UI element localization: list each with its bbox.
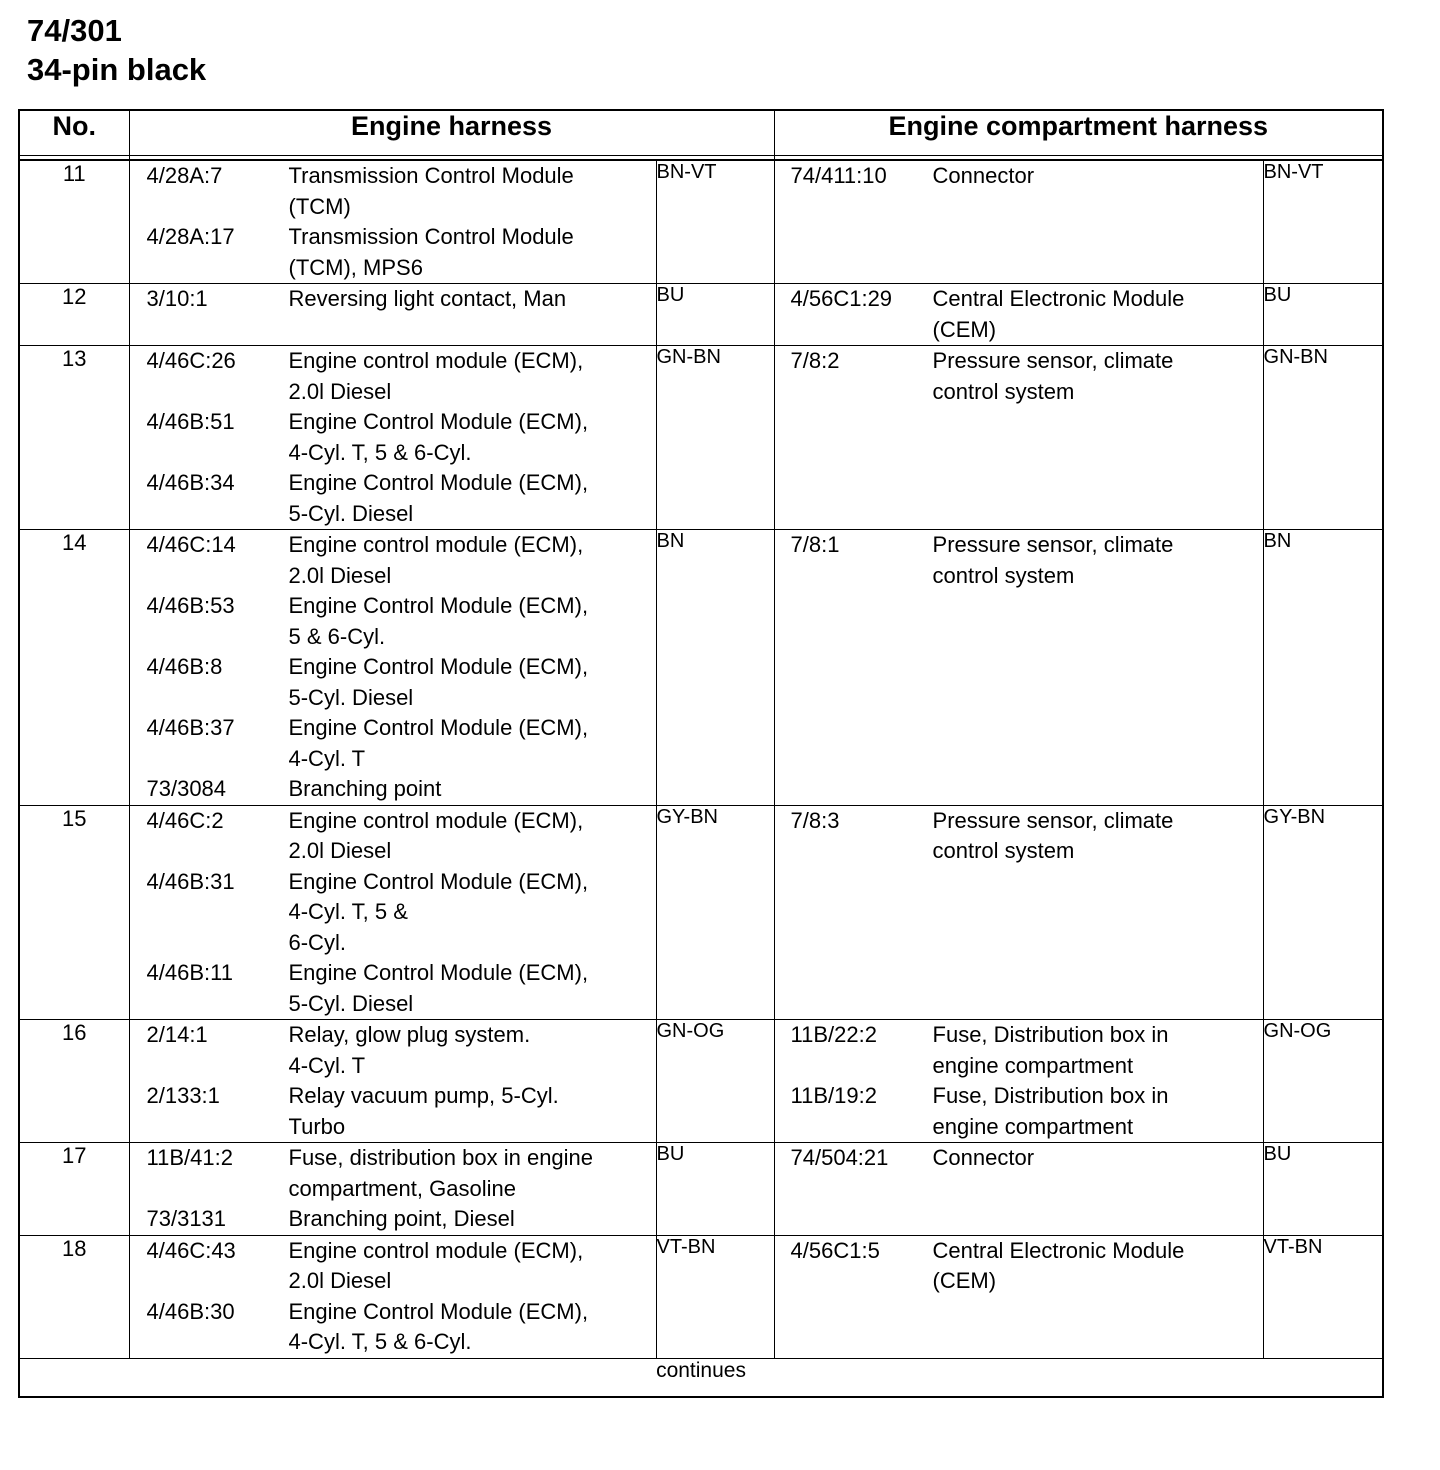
description-line: 5-Cyl. Diesel [288,990,414,1016]
harness-entry [130,346,656,407]
description-line: 2.0l Diesel [288,378,392,404]
description-line: Fuse, distribution box in engine [288,1145,594,1170]
component-description [289,652,656,713]
pin-number: 18 [19,1235,129,1358]
table-row [19,805,1383,1020]
harness-entry [130,713,656,774]
pin-number: 15 [19,805,129,1020]
engine-harness-cell [129,1235,656,1358]
terminal-code: 4/46B:34 [146,470,235,495]
harness-entry [130,222,656,283]
description-line: Connector [932,1145,1035,1170]
terminal-code: 4/46B:30 [146,1298,235,1324]
component-description [933,161,1263,192]
description-line: 6-Cyl. [288,929,346,955]
description-line: Pressure sensor, climate [932,807,1174,833]
description-line: Relay vacuum pump, 5-Cyl. [288,1083,559,1108]
terminal-code: 3/10:1 [146,286,208,311]
terminal-code: 11B/19:2 [790,1083,877,1108]
terminal-code: 4/46C:26 [146,348,236,373]
description-line: 4-Cyl. T, 5 & 6-Cyl. [288,1329,472,1354]
terminal-code: 2/14:1 [146,1022,208,1047]
harness-entry [130,1081,656,1142]
component-description [289,958,656,1019]
component-description [933,346,1263,407]
component-description [933,806,1263,867]
engine-wire-color: BN [656,530,774,806]
terminal-code: 4/46B:37 [146,715,235,740]
engine-harness-cell [129,160,656,284]
engine-harness-cell [129,346,656,530]
terminal-code: 74/411:10 [790,163,887,188]
harness-entry [130,591,656,652]
description-line: 5-Cyl. Diesel [288,500,414,526]
component-description [289,530,656,591]
description-line: (CEM) [932,1268,997,1293]
compartment-harness-cell [774,530,1263,806]
terminal-code: 4/56C1:29 [790,286,893,311]
pin-number: 17 [19,1143,129,1236]
description-line: Branching point, Diesel [288,1206,515,1231]
component-description [289,222,656,283]
table-row [19,1235,1383,1358]
terminal-code: 4/56C1:5 [790,1237,880,1263]
description-line: 4-Cyl. T, 5 & [288,899,408,924]
component-description [289,591,656,652]
pin-number: 13 [19,346,129,530]
description-line: Transmission Control Module [288,163,574,188]
component-description [289,161,656,222]
component-description [289,1297,656,1358]
harness-entry [775,1020,1263,1081]
component-description [289,867,656,959]
description-line: control system [932,378,1075,404]
header-engine-compartment-harness: Engine compartment harness [774,110,1383,156]
harness-entry [130,407,656,468]
description-line: Connector [932,163,1035,188]
terminal-code: 2/133:1 [146,1083,220,1108]
component-description [933,284,1263,345]
continues-label: continues [19,1358,1383,1397]
description-line: 2.0l Diesel [288,838,392,863]
harness-entry [775,530,1263,591]
description-line: 4-Cyl. T [288,1052,366,1078]
description-line: Engine Control Module (ECM), [288,715,589,740]
description-line: Engine Control Module (ECM), [288,470,589,495]
description-line: Transmission Control Module [288,224,574,249]
engine-harness-cell [129,530,656,806]
component-description [289,1020,656,1081]
compartment-harness-cell [774,1235,1263,1358]
connector-description: 34-pin black [27,52,207,87]
description-line: Relay, glow plug system. [288,1022,531,1047]
engine-wire-color: GN-BN [656,346,774,530]
engine-wire-color: GY-BN [656,805,774,1020]
description-line: 2.0l Diesel [288,562,392,588]
description-line: Reversing light contact, Man [288,286,567,311]
harness-entry [130,1297,656,1358]
description-line: Engine control module (ECM), [288,532,584,557]
harness-entry [130,958,656,1019]
component-description [289,407,656,468]
description-line: 4-Cyl. T, 5 & 6-Cyl. [288,439,472,465]
component-description [289,713,656,774]
harness-entry [130,1143,656,1204]
table-row [19,346,1383,530]
terminal-code: 4/46C:2 [146,807,224,833]
compartment-wire-color: GN-OG [1263,1020,1383,1143]
pinout-table [18,109,1384,1398]
compartment-harness-cell [774,284,1263,346]
compartment-wire-color: VT-BN [1263,1235,1383,1358]
description-line: Engine Control Module (ECM), [288,593,589,618]
engine-wire-color: BN-VT [656,160,774,284]
harness-entry [775,161,1263,192]
harness-entry [775,284,1263,345]
engine-wire-color: GN-OG [656,1020,774,1143]
description-line: Turbo [288,1113,346,1139]
harness-entry [130,652,656,713]
compartment-wire-color: BU [1263,1143,1383,1236]
table-row [19,1020,1383,1143]
compartment-wire-color: BU [1263,284,1383,346]
description-line: Engine Control Module (ECM), [288,1298,589,1324]
pin-number: 12 [19,284,129,346]
header-engine-harness: Engine harness [129,110,774,156]
terminal-code: 4/46C:14 [146,532,236,557]
component-description [933,530,1263,591]
terminal-code: 4/28A:17 [146,224,235,249]
description-line: control system [932,838,1075,863]
harness-entry [775,1236,1263,1297]
compartment-harness-cell [774,1143,1263,1236]
description-line: Engine Control Module (ECM), [288,960,589,985]
engine-harness-cell [129,284,656,346]
engine-wire-color: BU [656,284,774,346]
component-description [933,1236,1263,1297]
connector-id: 74/301 [27,13,122,48]
description-line: Engine Control Module (ECM), [288,868,589,894]
harness-entry [775,346,1263,407]
component-description [289,1204,656,1235]
engine-harness-cell [129,1020,656,1143]
compartment-harness-cell [774,346,1263,530]
table-row [19,160,1383,284]
component-description [933,1143,1263,1174]
terminal-code: 73/3131 [146,1206,227,1231]
compartment-harness-cell [774,160,1263,284]
description-line: Central Electronic Module [932,1237,1185,1263]
description-line: Branching point [288,776,442,801]
description-line: Engine control module (ECM), [288,348,584,373]
component-description [933,1020,1263,1081]
compartment-harness-cell [774,1020,1263,1143]
harness-entry [130,1236,656,1297]
terminal-code: 74/504:21 [790,1145,889,1170]
terminal-code: 4/46B:11 [146,960,233,985]
harness-entry [130,1204,656,1235]
harness-entry [130,161,656,222]
description-line: engine compartment [932,1113,1134,1139]
terminal-code: 4/46B:8 [146,654,223,679]
description-line: engine compartment [932,1052,1134,1078]
description-line: Engine Control Module (ECM), [288,409,589,434]
terminal-code: 4/46B:53 [146,593,235,618]
component-description [289,806,656,867]
engine-wire-color: VT-BN [656,1235,774,1358]
description-line: Engine control module (ECM), [288,1237,584,1263]
terminal-code: 4/46B:51 [146,409,235,434]
description-line: 4-Cyl. T [288,745,366,771]
description-line: 5-Cyl. Diesel [288,684,414,710]
description-line: 2.0l Diesel [288,1268,392,1293]
terminal-code: 7/8:1 [790,532,840,557]
description-line: compartment, Gasoline [288,1175,516,1201]
description-line: Pressure sensor, climate [932,348,1174,373]
component-description [289,774,656,805]
component-description [289,1236,656,1297]
harness-entry [130,284,656,315]
description-line: Central Electronic Module [932,286,1185,311]
terminal-code: 11B/41:2 [146,1145,233,1170]
description-line: Engine Control Module (ECM), [288,654,589,679]
description-line: Fuse, Distribution box in [932,1022,1169,1047]
harness-entry [130,867,656,959]
header-no: No. [19,110,129,156]
component-description [289,346,656,407]
compartment-wire-color: GN-BN [1263,346,1383,530]
pin-number: 14 [19,530,129,806]
engine-wire-color: BU [656,1143,774,1236]
component-description [289,1143,656,1204]
description-line: Fuse, Distribution box in [932,1083,1169,1108]
harness-entry [775,1143,1263,1174]
description-line: Engine control module (ECM), [288,807,584,833]
compartment-wire-color: GY-BN [1263,805,1383,1020]
harness-entry [775,1081,1263,1142]
terminal-code: 7/8:2 [790,348,840,373]
component-description [289,468,656,529]
description-line: (CEM) [932,316,997,342]
compartment-harness-cell [774,805,1263,1020]
compartment-wire-color: BN-VT [1263,160,1383,284]
terminal-code: 4/46C:43 [146,1237,236,1263]
pin-number: 11 [19,160,129,284]
pin-number: 16 [19,1020,129,1143]
table-row [19,1143,1383,1236]
component-description [933,1081,1263,1142]
terminal-code: 4/28A:7 [146,163,223,188]
description-line: (TCM), MPS6 [288,254,423,280]
harness-entry [130,774,656,805]
engine-harness-cell [129,1143,656,1236]
harness-entry [130,530,656,591]
description-line: Pressure sensor, climate [932,532,1174,557]
terminal-code: 4/46B:31 [146,868,235,894]
header-row [19,110,1383,156]
harness-entry [130,806,656,867]
terminal-code: 11B/22:2 [790,1022,877,1047]
harness-entry [130,468,656,529]
footer-row [19,1358,1383,1397]
component-description [289,1081,656,1142]
description-line: control system [932,562,1075,588]
table-row [19,284,1383,346]
component-description [289,284,656,315]
description-line: (TCM) [288,193,351,219]
engine-harness-cell [129,805,656,1020]
harness-entry [775,806,1263,867]
harness-entry [130,1020,656,1081]
terminal-code: 73/3084 [146,776,227,801]
description-line: 5 & 6-Cyl. [288,623,386,649]
table-row [19,530,1383,806]
compartment-wire-color: BN [1263,530,1383,806]
terminal-code: 7/8:3 [790,807,840,833]
